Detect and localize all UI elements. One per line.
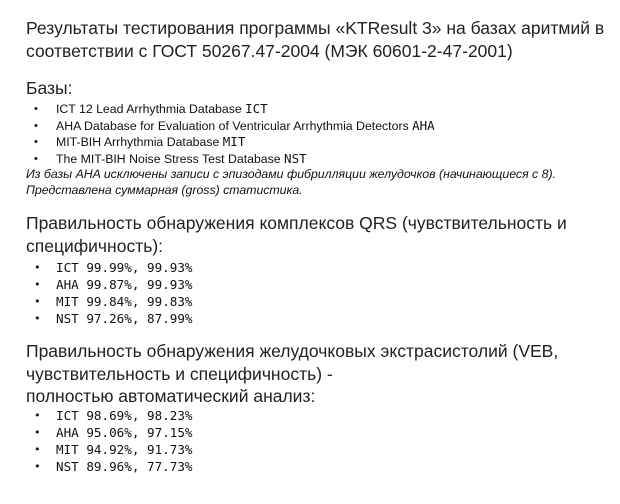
base-code: AHA xyxy=(412,117,435,133)
base-code: NST xyxy=(284,150,307,166)
note-text: Из базы AHA исключены записи с эпизодами фибрилляции желудочков (начинающиеся с 8). Представлена суммарная (gross) статистика. xyxy=(26,167,556,197)
bases-list xyxy=(26,101,606,167)
stat-text: ICT 98.69%, 98.23% xyxy=(56,408,193,423)
stat-item xyxy=(26,293,586,310)
bullet-icon: • xyxy=(34,278,41,291)
stat-item xyxy=(26,458,586,475)
bullet-icon: • xyxy=(34,312,41,325)
stat-item xyxy=(26,441,586,458)
qrs-stats-list xyxy=(26,259,586,327)
bullet-icon: • xyxy=(34,443,41,456)
bullet-icon: • xyxy=(34,119,38,132)
bullet-icon: • xyxy=(34,152,38,165)
bullet-icon: • xyxy=(34,426,41,439)
base-code: ICT xyxy=(245,101,268,116)
bullet-icon: • xyxy=(34,460,41,473)
base-name: MIT-BIH Arrhythmia Database xyxy=(56,135,220,149)
stat-item xyxy=(26,407,586,424)
list-item xyxy=(26,134,606,151)
stat-text: AHA 95.06%, 97.15% xyxy=(56,425,193,440)
qrs-heading: Правильность обнаружения комплексов QRS (чувствительность и специфичность): xyxy=(26,213,567,256)
bullet-icon: • xyxy=(34,295,41,308)
veb-heading-line3: полностью автоматический анализ: xyxy=(26,386,316,406)
stat-text: ICT 99.99%, 99.93% xyxy=(56,260,193,275)
veb-heading-line1: Правильность обнаружения желудочковых экстрасистолий (VEB, xyxy=(26,341,559,361)
stat-text: NST 97.26%, 87.99% xyxy=(56,311,193,326)
bullet-icon: • xyxy=(34,136,38,148)
bullet-icon: • xyxy=(34,103,38,115)
stat-text: AHA 99.87%, 99.93% xyxy=(56,277,193,292)
page-title: Результаты тестирования программы «KTResult 3» на базах аритмий в соответствии с ГОСТ 50267.47-2004 (МЭК 60601-2-47-2001) xyxy=(26,18,605,61)
list-item xyxy=(26,101,606,118)
stat-item xyxy=(26,424,586,441)
list-item xyxy=(26,118,606,135)
bullet-icon: • xyxy=(34,409,41,422)
base-name: AHA Database for Evaluation of Ventricular Arrhythmia Detectors xyxy=(56,118,409,133)
stat-text: MIT 99.84%, 99.83% xyxy=(56,294,193,309)
base-name: The MIT-BIH Noise Stress Test Database xyxy=(56,151,281,166)
veb-stats-list xyxy=(26,407,586,475)
stat-item xyxy=(26,276,586,293)
base-name: ICT 12 Lead Arrhythmia Database xyxy=(56,102,242,116)
bases-heading: Базы: xyxy=(26,78,73,98)
stat-item xyxy=(26,310,586,327)
bullet-icon: • xyxy=(34,261,41,274)
list-item xyxy=(26,151,606,168)
stat-text: MIT 94.92%, 91.73% xyxy=(56,442,193,457)
base-code: MIT xyxy=(222,134,246,149)
stat-text: NST 89.96%, 77.73% xyxy=(56,459,193,474)
veb-heading-line2: чувствительность и специфичность) - xyxy=(26,364,333,384)
stat-item xyxy=(26,259,586,276)
